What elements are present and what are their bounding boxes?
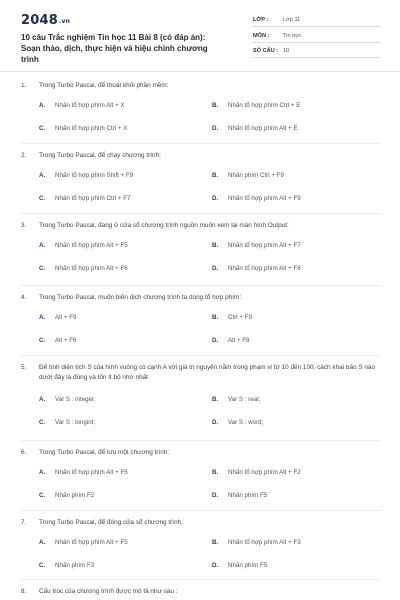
answer-option[interactable] [39,195,130,202]
question-number: 3. [21,222,27,229]
option-text: Nhấn tổ hợp phím Alt + F8 [228,265,301,272]
option-letter: A. [39,539,46,546]
option-letter: A. [39,396,46,403]
option-letter: A. [39,102,46,109]
option-text: Nhấn tổ hợp phím Ctrl + F7 [55,195,131,202]
answer-option[interactable] [212,337,250,344]
option-text: Nhấn tổ hợp phím Alt + F3 [228,539,301,546]
question-divider [21,285,381,286]
question-line [21,81,381,91]
question-text: Cấu trúc của chương trình được mô tả như sau : [39,588,178,595]
meta-value: Lớp 11 [283,17,301,23]
option-letter: C. [39,337,46,344]
option-letter: B. [212,242,219,249]
option-letter: D. [212,419,219,426]
question-text: Để tính diện tích S của hình vuông có cạnh A với giá trị nguyên nằm trong phạm vi từ 10 đến 100, cách khai báo S nào dưới đây là đúng và tốn ít bộ nhớ nhất [39,364,376,381]
option-letter: D. [212,125,219,132]
answer-option[interactable] [212,242,301,249]
option-letter: D. [212,265,219,272]
site-logo[interactable] [21,13,70,28]
option-letter: B. [212,396,219,403]
answer-option[interactable] [212,125,298,132]
option-text: Ctrl + F9 [228,314,252,321]
meta-value: Tin học [283,33,302,39]
option-text: Nhấn phím F5 [228,562,268,569]
answer-option[interactable] [212,265,301,272]
option-text: Nhấn tổ hợp phím Alt + F6 [55,265,128,272]
answer-option[interactable] [212,419,263,426]
option-letter: C. [39,265,46,272]
answer-option[interactable] [39,396,96,403]
question-number: 4. [21,294,27,301]
option-letter: D. [212,195,219,202]
question-number: 7. [21,519,27,526]
meta-class-row [253,14,381,27]
option-text: Nhấn tổ hợp phím Alt + F9 [228,195,301,202]
answer-option[interactable] [39,172,133,179]
answer-option[interactable] [39,419,95,426]
option-letter: B. [212,172,219,179]
answer-option[interactable] [39,265,128,272]
option-text: Nhấn tổ hợp phím Shift + F9 [55,172,134,179]
option-letter: D. [212,562,219,569]
question-text: Trong Turbo Pascal, muốn biên dịch chương trình ta dùng tổ hợp phím: [39,294,242,301]
answer-option[interactable] [39,242,128,249]
answer-option[interactable] [39,102,125,109]
option-letter: B. [212,469,219,476]
option-text: Alt + F9 [55,314,77,321]
answer-option[interactable] [39,337,77,344]
meta-label: LỚP : [253,17,269,23]
option-letter: D. [212,337,219,344]
question-line [21,151,381,161]
answer-option[interactable] [39,314,77,321]
option-letter: D. [212,492,219,499]
answer-option[interactable] [39,492,94,499]
answer-option[interactable] [39,125,127,132]
question-text: Trong Turbo Pascal, để thoát khỏi phần mềm: [39,82,169,89]
option-letter: C. [39,492,46,499]
logo-text: 2048 [21,13,58,28]
option-text: Nhấn tổ hợp phím Alt + F2 [228,469,301,476]
option-letter: A. [39,242,46,249]
option-letter: A. [39,314,46,321]
question-number: 8. [21,588,27,595]
answer-option[interactable] [212,396,260,403]
option-text: Alt + F8 [228,337,250,344]
question-number: 2. [21,152,27,159]
answer-option[interactable] [212,469,301,476]
answer-option[interactable] [212,314,252,321]
question-line [21,363,381,383]
option-letter: C. [39,562,46,569]
question-text: Trong Turbo Pascal, đang ở cửa sổ chương trình nguồn muốn xem lại màn hình Output: [39,222,289,229]
question-line [21,221,381,231]
question-line [21,587,381,597]
option-text: Nhấn tổ hợp phím Alt + F7 [228,242,301,249]
option-letter: B. [212,314,219,321]
question-line [21,518,381,528]
option-text: Nhấn tổ hợp phím Alt + E [228,125,298,132]
question-divider [21,579,381,580]
option-text: Var S : word; [228,419,264,426]
question-line [21,293,381,303]
option-text: Nhấn phím F2 [55,492,95,499]
question-text: Trong Turbo Pascal, để đóng cửa sổ chương trình: [39,519,183,526]
option-text: Nhấn phím F3 [55,562,95,569]
option-text: Var S : integer; [55,396,96,403]
answer-option[interactable] [39,469,128,476]
option-text: Nhấn tổ hợp phím Alt + F5 [55,469,128,476]
meta-value: 10 [283,48,290,54]
question-divider [21,440,381,441]
question-text: Trong Turbo Pascal, để lưu một chương trình: [39,449,170,456]
question-text: Trong Turbo Pascal, để chạy chương trình: [39,152,161,159]
option-letter: C. [39,419,46,426]
option-text: Nhấn tổ hợp phím Alt + F5 [55,242,128,249]
document-title: 10 câu Trắc nghiệm Tin học 11 Bài 8 (có đáp án): Soạn thảo, dịch, thực hiện và hiệu chỉnh chương trình [21,33,208,64]
answer-option[interactable] [212,102,300,109]
question-number: 6. [21,449,27,456]
answer-option[interactable] [212,492,267,499]
meta-subject-row [253,30,381,43]
option-text: Var S : longint; [55,419,96,426]
question-line [21,448,381,458]
option-letter: B. [212,102,219,109]
logo-tld: .vn [58,18,71,25]
question-divider [21,143,381,144]
answer-option[interactable] [39,562,94,569]
answer-option[interactable] [212,539,301,546]
meta-label: SỐ CÂU : [253,48,279,54]
meta-count-row [253,45,381,58]
option-letter: A. [39,172,46,179]
option-text: Nhấn tổ hợp phím Ctrl + X [55,125,128,132]
question-divider [21,355,381,356]
option-letter: B. [212,539,219,546]
option-letter: C. [39,195,46,202]
option-text: Nhấn tổ hợp phím Ctrl + E [228,102,301,109]
option-text: Alt + F6 [55,337,77,344]
option-text: Nhấn phím Ctrl + F9 [228,172,284,179]
answer-option[interactable] [39,539,128,546]
page-header [0,0,400,72]
answer-option[interactable] [212,172,284,179]
option-text: Nhấn phím F5 [228,492,268,499]
question-number: 1. [21,82,27,89]
option-text: Nhấn tổ hợp phím Alt + F5 [55,539,128,546]
option-text: Var S : real; [228,396,261,403]
question-number: 5. [21,364,27,371]
answer-option[interactable] [212,195,301,202]
meta-label: MÔN : [253,33,270,39]
option-letter: A. [39,469,46,476]
option-text: Nhấn tổ hợp phím Alt + X [55,102,125,109]
option-letter: C. [39,125,46,132]
question-divider [21,213,381,214]
question-divider [21,510,381,511]
answer-option[interactable] [212,562,267,569]
